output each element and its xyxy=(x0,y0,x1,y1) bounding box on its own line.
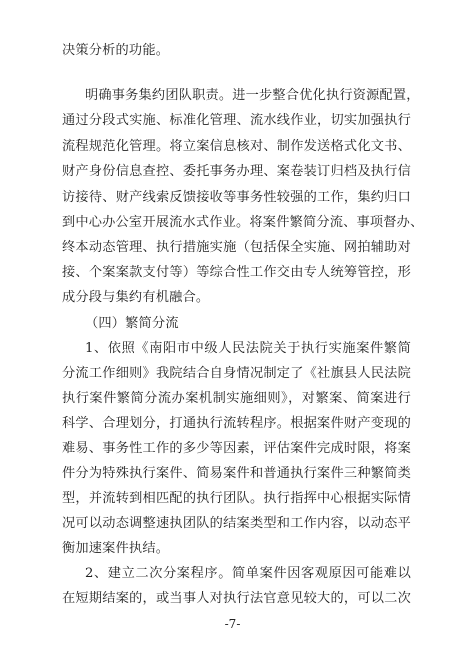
text-line: 通过分段式实施、标准化管理、流水线作业，切实加强执行 xyxy=(62,113,411,128)
text-line: 难易、事务性工作的多少等因素，评估案件完成时限，将案 xyxy=(62,441,411,456)
text-line: 型，并流转到相匹配的执行团队。执行指挥中心根据实际情 xyxy=(62,491,411,506)
text-line: 流程规范化管理。将立案信息核对、制作发送格式化文书、 xyxy=(62,139,411,154)
text-line: 在短期结案的，或当事人对执行法官意见较大的，可以二次 xyxy=(62,591,411,606)
text-line: 明确事务集约团队职责。进一步整合优化执行资源配置， xyxy=(85,88,420,103)
text-line: 况可以动态调整速执团队的结案类型和工作内容，以动态平 xyxy=(62,516,411,531)
text-line: 2、建立二次分案程序。简单案件因客观原因可能难以 xyxy=(85,566,411,581)
text-line: 访接待、财产线索反馈接收等事务性较强的工作，集约归口 xyxy=(62,190,411,205)
text-line: 1、依照《南阳市中级人民法院关于执行实施案件繁简 xyxy=(85,341,411,356)
text-line: 接、个案案款支付等）等综合性工作交由专人统筹管控，形 xyxy=(62,265,411,280)
text-line: 财产身份信息查控、委托事务办理、案卷装订归档及执行信 xyxy=(62,164,411,179)
text-line: 分流工作细则》我院结合自身情况制定了《社旗县人民法院 xyxy=(62,366,411,381)
text-line: 件分为特殊执行案件、简易案件和普通执行案件三种繁简类 xyxy=(62,466,411,481)
text-line: 到中心办公室开展流水式作业。将案件繁简分流、事项督办、 xyxy=(62,215,424,230)
section-heading: （四）繁简分流 xyxy=(85,316,179,331)
text-line: 决策分析的功能。 xyxy=(62,43,170,58)
text-line: 成分段与集约有机融合。 xyxy=(62,290,210,305)
text-line: 衡加速案件执结。 xyxy=(62,541,170,556)
text-line: 科学、合理划分，打通执行流转程序。根据案件财产变现的 xyxy=(62,416,411,431)
text-line: 终本动态管理、执行措施实施（包括保全实施、网拍辅助对 xyxy=(62,240,411,255)
text-line: 执行案件繁简分流办案机制实施细则》，对繁案、简案进行 xyxy=(62,391,411,406)
page-number: -7- xyxy=(224,617,241,631)
